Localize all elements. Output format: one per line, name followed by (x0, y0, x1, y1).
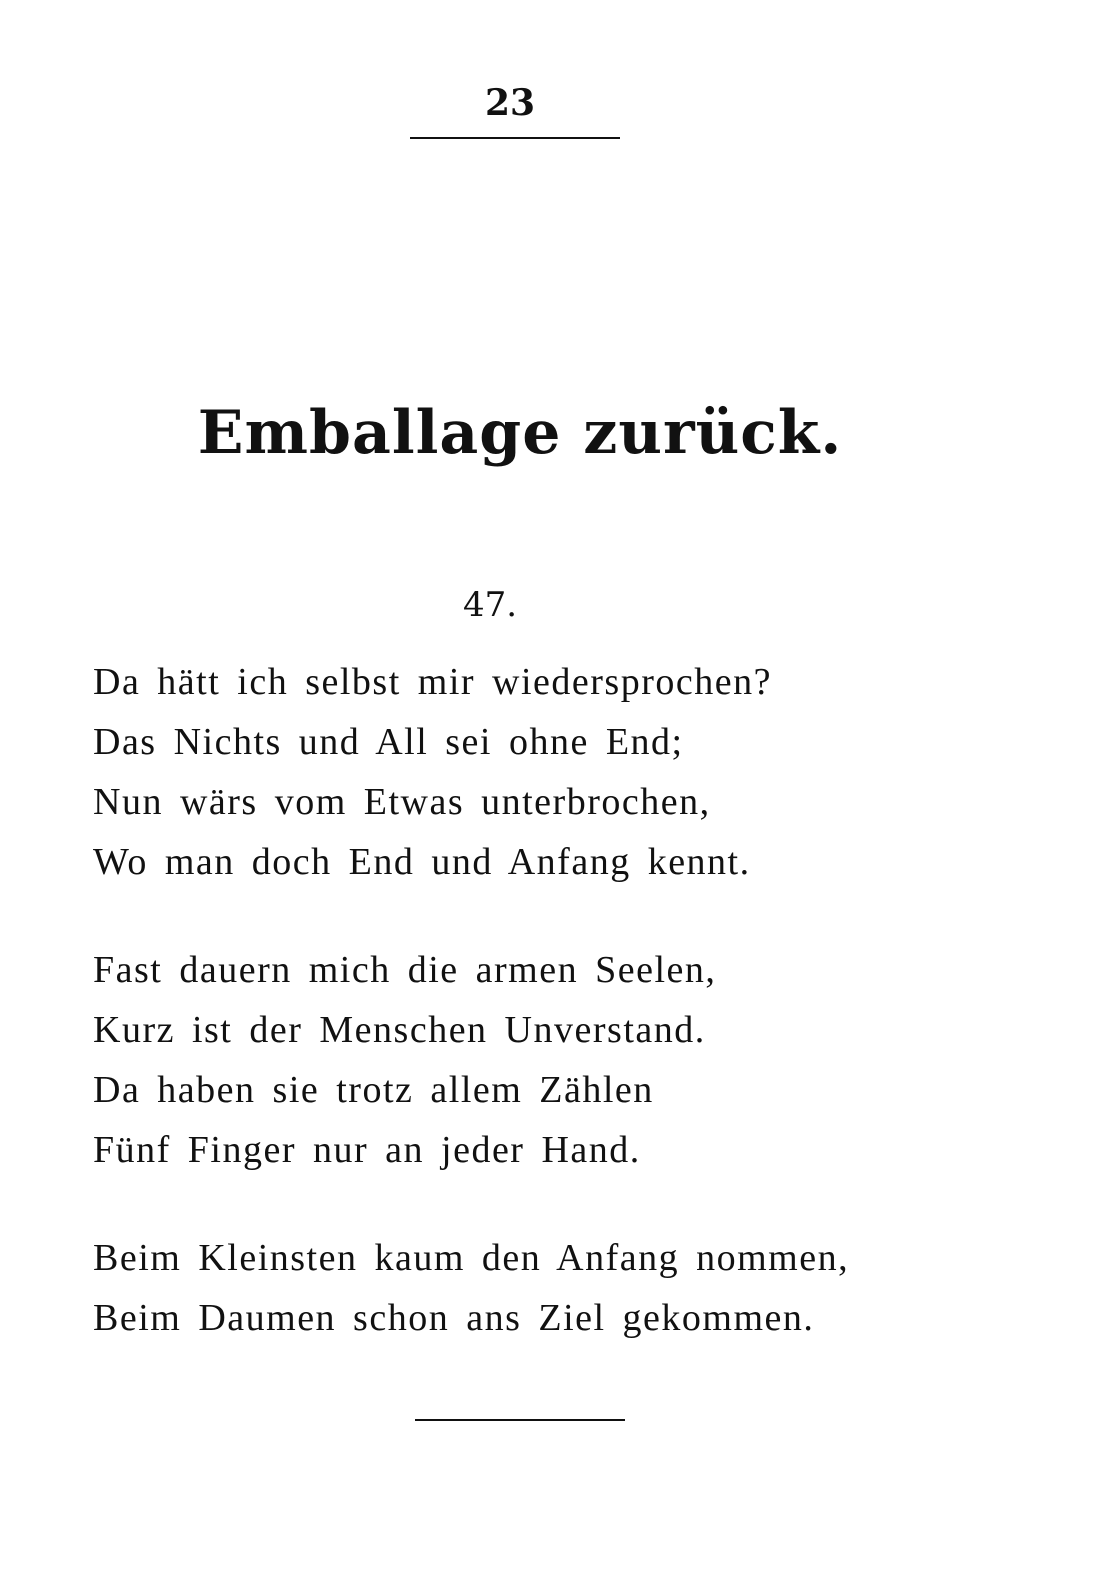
verse-line: Fünf Finger nur an jeder Hand. (93, 1129, 641, 1171)
verse-line: Beim Daumen schon ans Ziel gekommen. (93, 1297, 815, 1339)
verse-line: Nun wärs vom Etwas unterbrochen, (93, 781, 711, 823)
page-title: Emballage zurück. (197, 398, 843, 468)
verse-line: Da haben sie trotz allem Zählen (93, 1069, 654, 1111)
top-divider (410, 137, 620, 139)
page-number: 23 (484, 82, 536, 124)
verse-line: Fast dauern mich die armen Seelen, (93, 949, 717, 991)
bottom-divider (415, 1419, 625, 1421)
stanza-3 (93, 1228, 849, 1348)
stanza-2 (93, 940, 716, 1180)
verse-line: Das Nichts und All sei ohne End; (93, 721, 684, 763)
verse-line: Wo man doch End und Anfang kennt. (93, 841, 751, 883)
stanza-1 (93, 652, 772, 892)
verse-line: Beim Kleinsten kaum den Anfang nommen, (93, 1237, 850, 1279)
verse-line: Kurz ist der Menschen Unverstand. (93, 1009, 706, 1051)
poem-number: 47. (462, 585, 518, 625)
verse-line: Da hätt ich selbst mir wiedersprochen? (93, 661, 772, 703)
